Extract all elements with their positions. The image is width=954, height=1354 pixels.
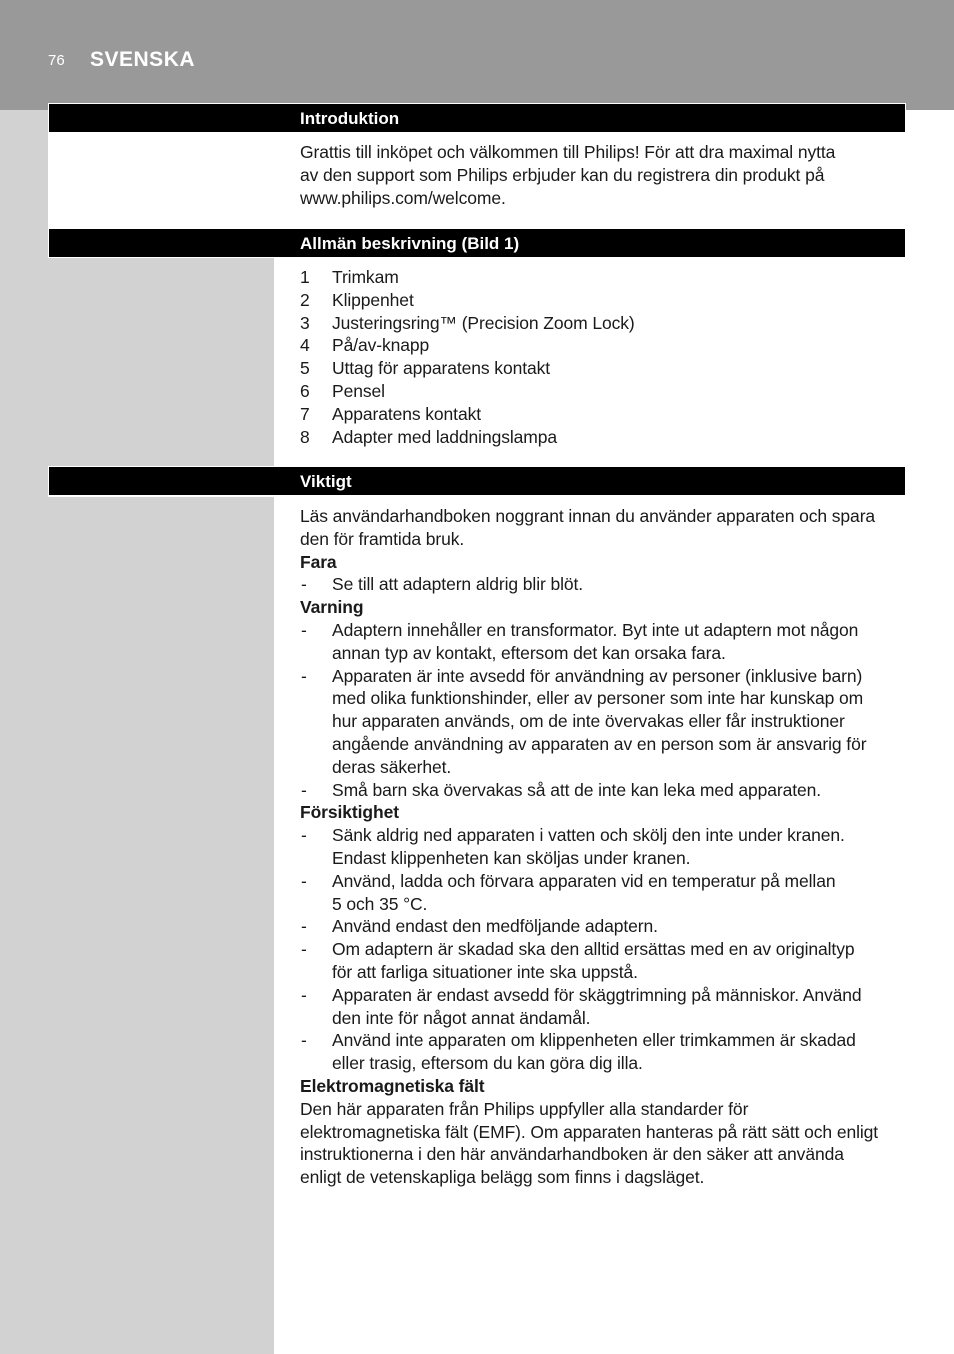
list-item xyxy=(300,1029,906,1075)
text-line: 5 och 35 °C. xyxy=(332,893,428,914)
item-number: 8 xyxy=(300,426,310,447)
list-fara xyxy=(300,573,906,596)
text-line: enligt de vetenskapliga belägg som finns i dagsläget. xyxy=(300,1167,705,1188)
list-item xyxy=(300,619,906,665)
item-label: Trimkam xyxy=(332,267,399,287)
text-line: instruktionerna i den här användarhandboken är den säker att använda xyxy=(300,1144,844,1165)
description-list-block xyxy=(300,266,906,448)
item-number: 5 xyxy=(300,358,310,379)
item-label: Uttag för apparatens kontakt xyxy=(332,358,551,379)
text-line: elektromagnetiska fält (EMF). Om apparaten hanteras på rätt sätt och enligt xyxy=(300,1121,879,1142)
text-line: Använd inte apparaten om klippenheten eller trimkammen är skadad xyxy=(332,1030,856,1051)
text-line: Endast klippenheten kan sköljas under kranen. xyxy=(332,847,691,868)
heading-varning: Varning xyxy=(300,597,364,618)
heading-emf: Elektromagnetiska fält xyxy=(300,1075,485,1096)
text-line: av den support som Philips erbjuder kan du registrera din produkt på xyxy=(300,164,825,185)
dash-bullet: - xyxy=(301,939,307,960)
section-bar-description xyxy=(48,228,906,258)
list-item xyxy=(300,403,906,426)
list-item xyxy=(300,915,906,938)
item-label: På/av-knapp xyxy=(332,335,430,356)
text-line: för att farliga situationer inte ska uppstå. xyxy=(332,961,638,982)
item-number: 6 xyxy=(300,380,310,401)
item-number: 3 xyxy=(300,312,310,333)
list-item xyxy=(300,334,906,357)
left-margin-column xyxy=(0,110,274,1354)
text-line: Apparaten är endast avsedd för skäggtrimning på människor. Använd xyxy=(332,984,862,1005)
parts-list xyxy=(300,266,906,448)
section-bar-important xyxy=(48,466,906,496)
list-item xyxy=(300,289,906,312)
item-label: Adapter med laddningslampa xyxy=(332,426,558,447)
list-varning xyxy=(300,619,906,801)
item-number: 4 xyxy=(300,335,310,356)
text-line: Apparaten är inte avsedd för användning av personer (inklusive barn) xyxy=(332,665,863,686)
text-line: Sänk aldrig ned apparaten i vatten och skölj den inte under kranen. xyxy=(332,825,845,846)
heading-fara: Fara xyxy=(300,551,337,572)
list-item xyxy=(300,357,906,380)
important-block xyxy=(300,505,906,1189)
text-line: Använd endast den medföljande adaptern. xyxy=(332,916,658,937)
item-label: Pensel xyxy=(332,380,385,401)
item-number: 1 xyxy=(300,267,310,287)
important-intro xyxy=(300,505,906,551)
list-item xyxy=(300,779,906,802)
item-number: 7 xyxy=(300,403,310,424)
intro-paragraph xyxy=(300,141,906,209)
text-line: Använd, ladda och förvara apparaten vid en temperatur på mellan xyxy=(332,870,836,891)
list-item xyxy=(300,938,906,984)
dash-bullet: - xyxy=(301,825,307,846)
dash-bullet: - xyxy=(301,870,307,891)
text-line: med olika funktionshinder, eller av personer som inte har kunskap om xyxy=(332,688,864,709)
text-line: annan typ av kontakt, eftersom det kan orsaka fara. xyxy=(332,642,726,663)
text-line: www.philips.com/welcome. xyxy=(300,187,506,208)
dash-bullet: - xyxy=(301,984,307,1005)
text-line: hur apparaten används, om de inte övervakas eller får instruktioner xyxy=(332,711,845,732)
text-line: den för framtida bruk. xyxy=(300,528,465,549)
page-number: 76 xyxy=(48,52,65,69)
emf-paragraph xyxy=(300,1098,906,1189)
dash-bullet: - xyxy=(301,574,307,595)
list-forsiktighet xyxy=(300,824,906,1075)
item-label: Justeringsring™ (Precision Zoom Lock) xyxy=(332,312,635,333)
dash-bullet: - xyxy=(301,619,307,640)
text-line: eller trasig, eftersom du kan göra dig illa. xyxy=(332,1053,643,1074)
text-line: Adaptern innehåller en transformator. Byt inte ut adaptern mot någon xyxy=(332,619,859,640)
text-line: angående användning av apparaten av en person som är ansvarig för xyxy=(332,733,867,754)
list-item xyxy=(300,380,906,403)
dash-bullet: - xyxy=(301,916,307,937)
item-number: 2 xyxy=(300,289,310,310)
dash-bullet: - xyxy=(301,1030,307,1051)
list-item xyxy=(300,984,906,1030)
list-item xyxy=(300,312,906,335)
text-line: Små barn ska övervakas så att de inte kan leka med apparaten. xyxy=(332,779,822,800)
text-line: Se till att adaptern aldrig blir blöt. xyxy=(332,574,584,595)
section-title-intro: Introduktion xyxy=(300,109,400,128)
section-title-important: Viktigt xyxy=(300,472,352,491)
list-item xyxy=(300,573,906,596)
text-line: Om adaptern är skadad ska den alltid ersättas med en av originaltyp xyxy=(332,939,855,960)
text-line: den inte för något annat ändamål. xyxy=(332,1007,591,1028)
list-item xyxy=(300,824,906,870)
item-label: Klippenhet xyxy=(332,289,414,310)
text-line: deras säkerhet. xyxy=(332,756,452,777)
text-line: Grattis till inköpet och välkommen till Philips! För att dra maximal nytta xyxy=(300,142,836,162)
section-bar-intro xyxy=(48,103,906,133)
list-item xyxy=(300,266,906,289)
intro-text xyxy=(300,141,906,209)
list-item xyxy=(300,426,906,449)
dash-bullet: - xyxy=(301,665,307,686)
section-title-description: Allmän beskrivning (Bild 1) xyxy=(300,234,520,253)
item-label: Apparatens kontakt xyxy=(332,403,481,424)
list-item xyxy=(300,665,906,779)
text-line: Den här apparaten från Philips uppfyller alla standarder för xyxy=(300,1098,749,1119)
language-title: SVENSKA xyxy=(90,48,196,71)
dash-bullet: - xyxy=(301,779,307,800)
heading-forsiktighet: Försiktighet xyxy=(300,802,399,823)
list-item xyxy=(300,870,906,916)
text-line: Läs användarhandboken noggrant innan du använder apparaten och spara xyxy=(300,506,876,526)
